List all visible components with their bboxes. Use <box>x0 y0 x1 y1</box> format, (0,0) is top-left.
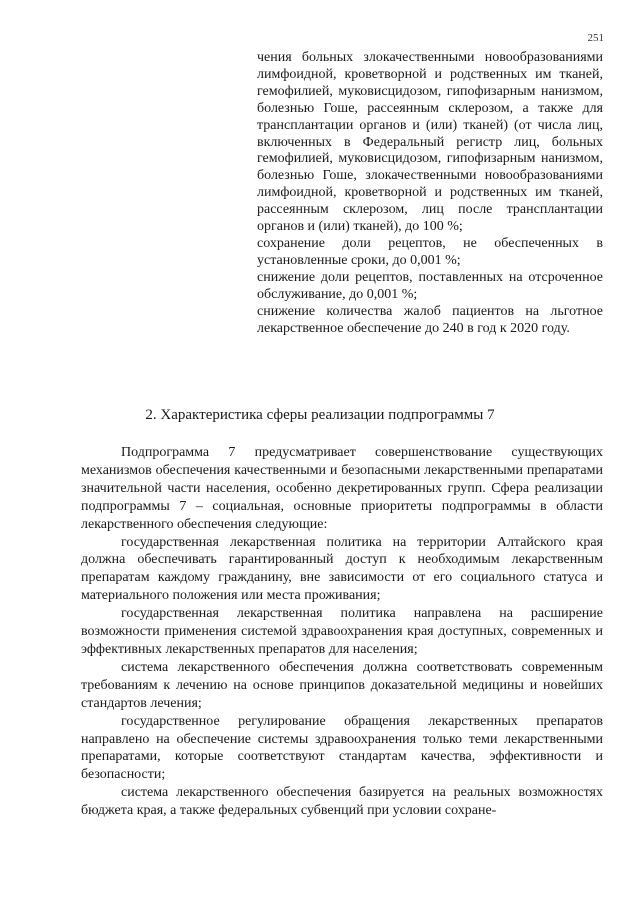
objective-item: чения больных злокачественными новообразованиями лимфоидной, кроветворной и родственных им тканей, гемофилией, муковисцидозом, гипофизарным нанизмом, болезнью Гоше, рассеянным склерозом, а также для трансплантации органов и (или) тканей) (от числа лиц, включенных в Федеральный регистр лиц, больных гемофилией, муковисцидозом, гипофизарным нанизмом, болезнью Гоше, злокачественными новообразованиями лимфоидной, кроветворной и родственных им тканей, рассеянным склерозом, лиц после трансплантации органов и (или) тканей), до 100 %; <box>257 50 603 235</box>
body-paragraph: государственное регулирование обращения лекарственных препаратов направлено на обеспечение системы здравоохранения только теми лекарственными препаратами, которые соответствуют стандартам качества, эффективности и безопасности; <box>81 713 603 783</box>
body-paragraph: государственная лекарственная политика на территории Алтайского края должна обеспечивать гарантированный доступ к необходимым лекарственным препаратам каждому гражданину, вне зависимости от его социального статуса и материального положения или места проживания; <box>81 534 603 604</box>
page-number: 251 <box>587 32 604 44</box>
body-paragraph: система лекарственного обеспечения должна соответствовать современным требованиям к лечению на основе принципов доказательной медицины и новейших стандартов лечения; <box>81 659 603 711</box>
body-paragraph: система лекарственного обеспечения базируется на реальных возможностях бюджета края, а также федеральных субвенций при условии сохране- <box>81 785 603 819</box>
objective-item: снижение количества жалоб пациентов на льготное лекарственное обеспечение до 240 в год к 2020 году. <box>257 303 603 336</box>
section-heading: 2. Характеристика сферы реализации подпрограммы 7 <box>145 407 495 423</box>
objective-item: сохранение доли рецептов, не обеспеченных в установленные сроки, до 0,001 %; <box>257 235 603 268</box>
objective-item: снижение доли рецептов, поставленных на отсроченное обслуживание, до 0,001 %; <box>257 269 603 302</box>
body-paragraph: Подпрограмма 7 предусматривает совершенствование существующих механизмов обеспечения качественными и безопасными лекарственными препаратами значительной части населения, особенно декретированных групп. Сфера реализации подпрограммы 7 – социальная, основные приоритеты подпрограммы в области лекарственного обеспечения следующие: <box>81 445 603 532</box>
body-paragraph: государственная лекарственная политика направлена на расширение возможности применения системой здравоохранения края доступных, современных и эффективных лекарственных препаратов для населения; <box>81 606 603 657</box>
objectives-list <box>257 50 603 337</box>
section-body <box>81 444 603 820</box>
